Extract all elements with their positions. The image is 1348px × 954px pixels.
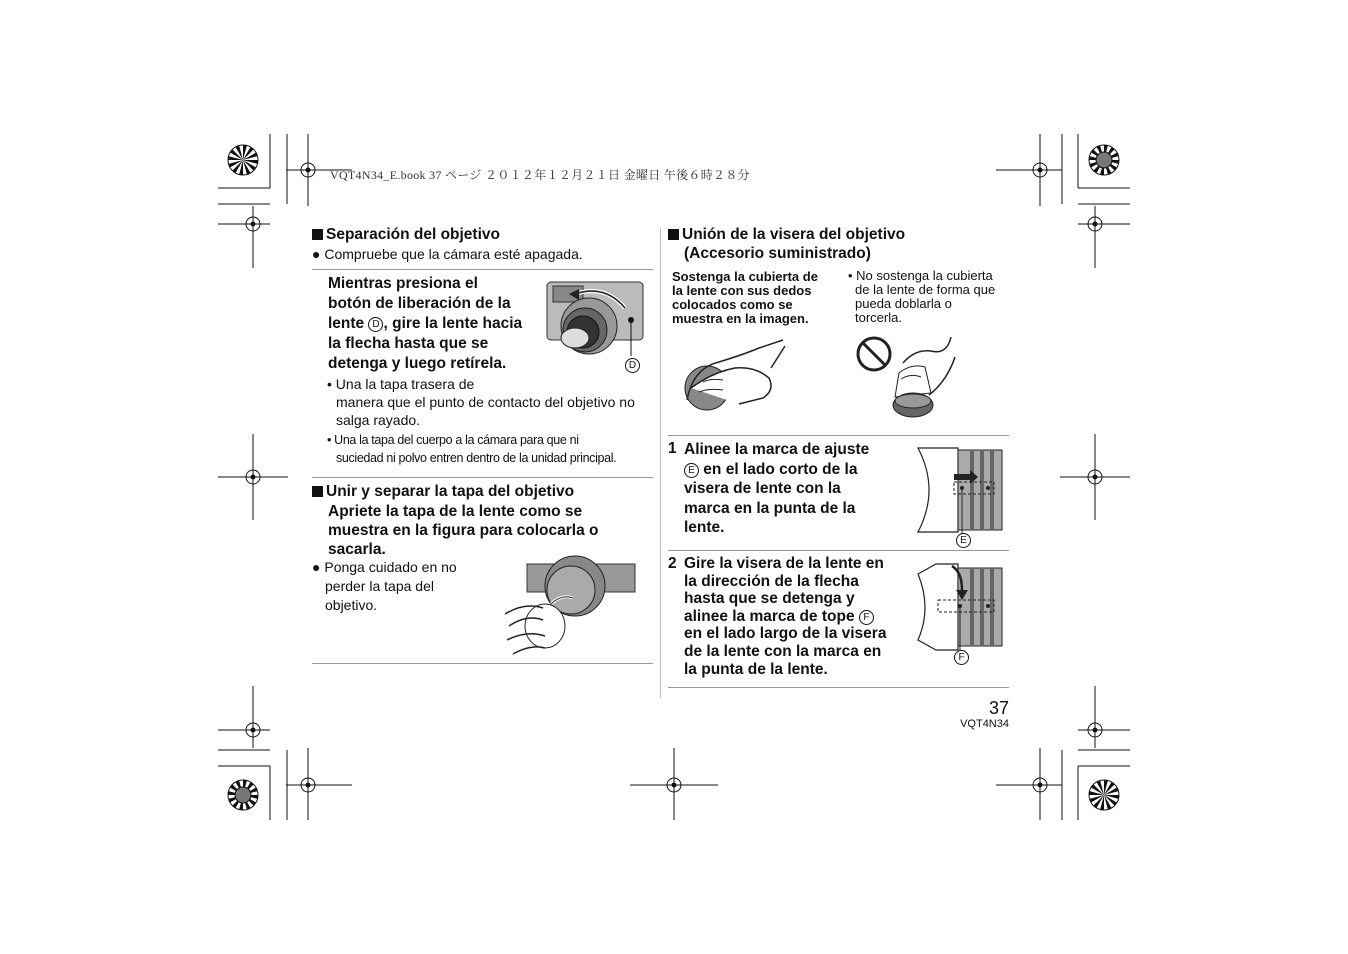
hood-rotate-illustration xyxy=(918,562,1008,652)
section-title-lens-detach: Separación del objetivo xyxy=(312,225,500,244)
lens-cap-illustration xyxy=(505,564,637,658)
bullet-camera-off: ● Compruebe que la cámara esté apagada. xyxy=(312,246,583,262)
callout-E-label: E xyxy=(956,531,971,549)
note-body-cap: • Una la tapa del cuerpo a la cámara para que ni suciedad ni polvo entren dentro de la unidad principal. xyxy=(327,433,617,465)
lens-detach-instruction: Mientras presiona el botón de liberación de la lente D , gire la lente hacia la flecha hasta que se detenga y luego retírela. xyxy=(328,275,523,372)
page-number: 37 xyxy=(988,698,1009,718)
callout-D-label: D xyxy=(625,356,640,374)
divider xyxy=(668,550,1009,551)
callout-mark: E xyxy=(684,463,699,478)
step-2-number: 2 xyxy=(668,555,677,572)
divider xyxy=(312,663,653,664)
callout-F-label: F xyxy=(954,648,969,666)
print-header: VQT4N34_E.book 37 ページ ２０１２年１２月２１日 金曜日 午後６時２８分 xyxy=(330,168,750,182)
star-target-icon xyxy=(1089,780,1119,810)
divider xyxy=(668,687,1009,688)
small-bullet-icon: • xyxy=(848,268,857,283)
square-bullet-icon xyxy=(668,229,679,240)
step-2-text: Gire la visera de la lente en la dirección de la flecha hasta que se detenga y alinee la marca de tope F en el lado largo de la visera de la lente con la marca en la punta de la lente. xyxy=(684,555,887,678)
step-1-number: 1 xyxy=(668,440,677,457)
step-1-text: Alinee la marca de ajuste E en el lado corto de la visera de lente con la marca en la punta de la lente. xyxy=(684,441,870,536)
correct-hold-illustration xyxy=(683,338,788,414)
note-rear-cap: • Una la tapa trasera de manera que el punto de contacto del objetivo no salga rayado. xyxy=(327,376,635,428)
dont-bend-hood-note: • No sostenga la cubierta de la lente de forma que pueda doblarla o torcerla. xyxy=(848,268,996,325)
hold-hood-instruction: Sostenga la cubierta de la lente con sus dedos colocados como se muestra en la imagen. xyxy=(672,269,818,326)
callout-mark: D xyxy=(368,317,383,332)
lens-cap-instruction: Apriete la tapa de la lente como se muestra en la figura para colocarla o sacarla. xyxy=(328,503,599,558)
incorrect-hold-illustration xyxy=(855,333,960,421)
column-divider xyxy=(660,228,661,698)
small-bullet-icon: • xyxy=(327,376,336,392)
bullet-dont-lose-cap: ● Ponga cuidado en no perder la tapa del objetivo. xyxy=(312,559,457,613)
dot-bullet-icon: ● xyxy=(312,559,325,575)
callout-mark: F xyxy=(859,610,874,625)
section-title-lens-hood: Unión de la visera del objetivo (Accesorio suministrado) xyxy=(668,225,1008,263)
star-target-icon xyxy=(228,145,258,175)
model-code: VQT4N34 xyxy=(960,718,1009,730)
star-target-icon xyxy=(228,780,258,810)
square-bullet-icon xyxy=(312,229,323,240)
square-bullet-icon xyxy=(312,486,323,497)
small-bullet-icon: • xyxy=(327,433,335,447)
divider xyxy=(312,477,653,478)
dot-bullet-icon: ● xyxy=(312,246,325,262)
divider xyxy=(668,435,1009,436)
star-target-icon xyxy=(1089,145,1119,175)
hood-align-illustration xyxy=(918,444,1008,534)
section-title-lens-cap: Unir y separar la tapa del objetivo xyxy=(312,482,574,501)
divider xyxy=(312,269,653,270)
